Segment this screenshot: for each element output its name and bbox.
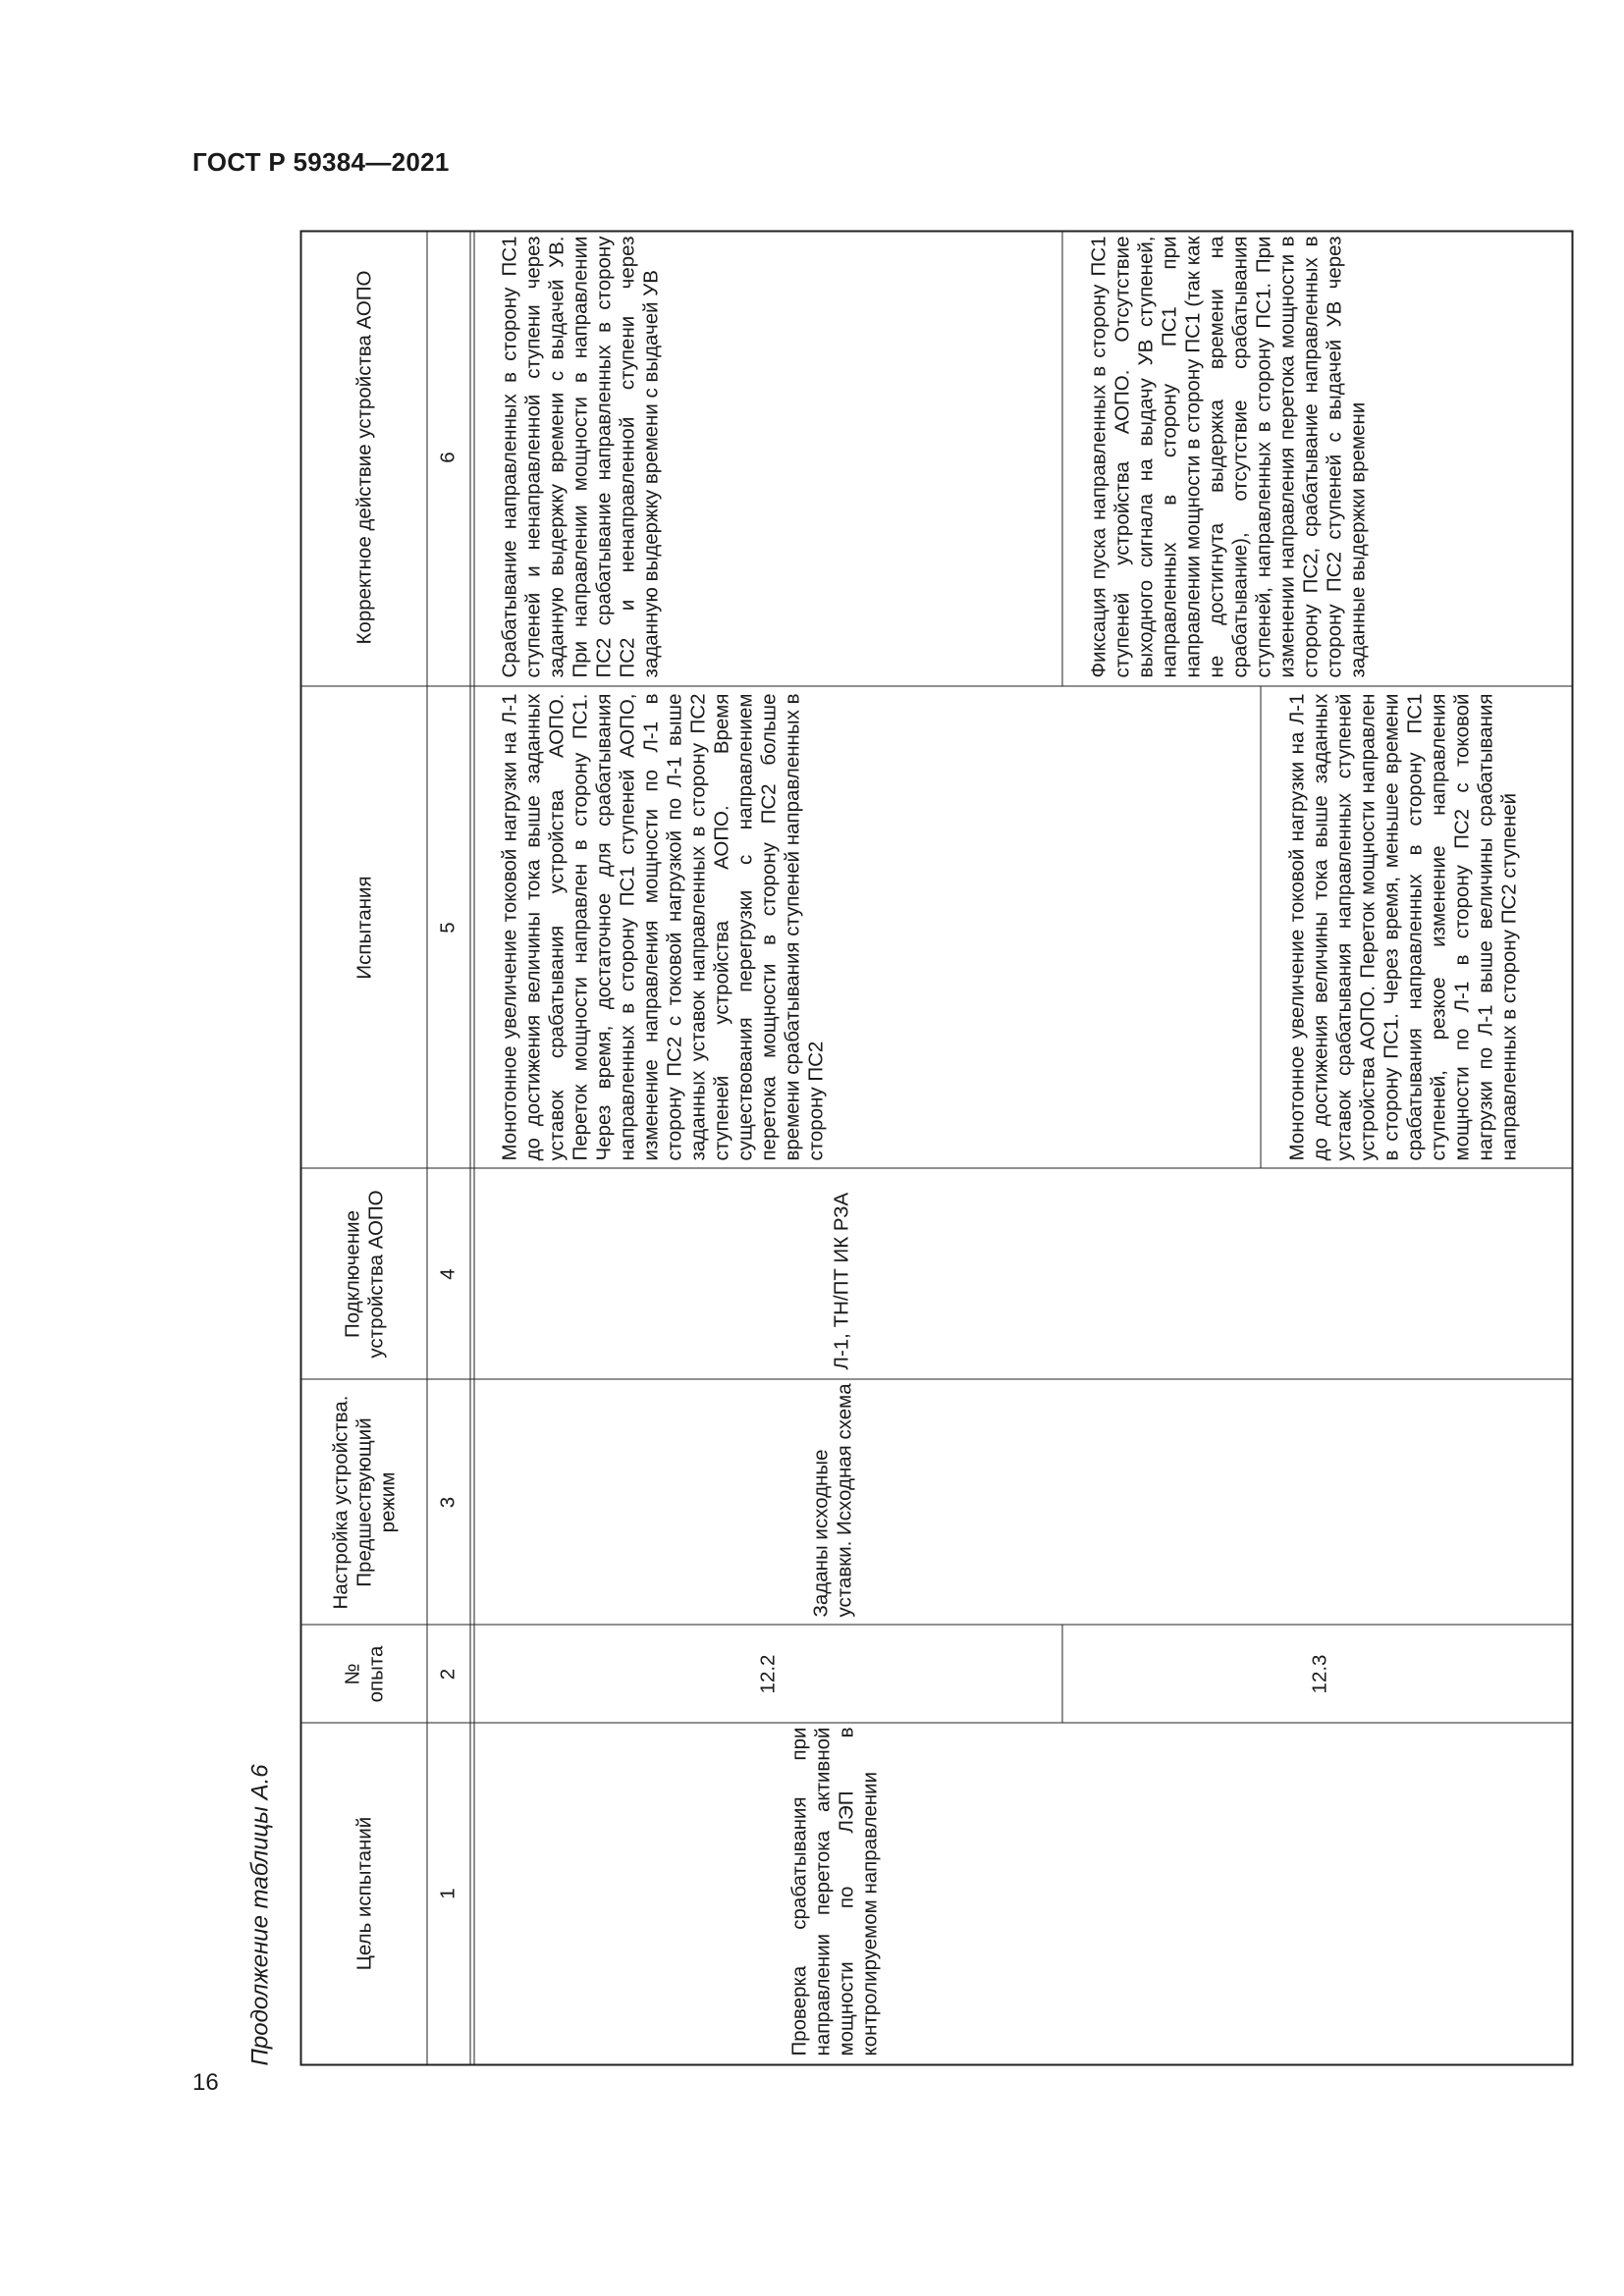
column-number-5: 5 xyxy=(436,922,460,934)
test-purpose: Проверка срабатывания при направлении перетока активной мощности по ЛЭП в контролируемом направлении xyxy=(787,1727,882,2056)
document-title: ГОСТ Р 59384—2021 xyxy=(192,147,450,177)
device-settings: Заданы исходные уставки. Исходная схема xyxy=(809,1383,856,1618)
test-procedure-12-2: Монотонное увеличение токовой нагрузки на Л-1 до достижения величины тока выше заданных уставок срабатывания устройства АОПО. Переток мощности направлен в сторону ПС1. Через время, достаточное для срабатывания направленных в сторону ПС1 ступеней АОПО, изменение направления мощности по Л-1 в сторону ПС2 с токовой нагрузкой по Л-1 выше заданных уставок направленных в сторону ПС2 ступеней устройства АОПО. Время существования перегрузки с направлением перетока мощности в сторону ПС2 больше времени срабатывания ступеней направленных в сторону ПС2 xyxy=(498,693,828,1161)
column-number-2: 2 xyxy=(436,1668,460,1681)
column-number-3: 3 xyxy=(436,1496,460,1509)
correct-action-12-2: Срабатывание направленных в сторону ПС1 ступеней и ненаправленной ступени через заданную выдержку времени с выдачей УВ. При направлении мощности в направлении ПС2 срабатывание направленных в сторону ПС2 и ненаправленной ступени через заданную выдержку времени с выдачей УВ xyxy=(498,236,663,678)
device-connection: Л-1, ТН/ПТ ИК РЗА xyxy=(830,1192,853,1370)
column-number-1: 1 xyxy=(436,1888,460,1899)
header-settings: Настройка устройства. Предшествующий режим xyxy=(329,1395,399,1610)
rotated-table-page xyxy=(230,231,1521,2066)
header-test-number: № опыта xyxy=(341,1645,387,1703)
header-correct-action: Корректное действие устройства АОПО xyxy=(352,270,375,645)
correct-action-12-3: Фиксация пуска направленных в сторону ПС1 ступеней устройства АОПО. Отсутствие выходного сигнала на выдачу УВ ступеней, направленных в сторону ПС1 при направлении мощности в сторону ПС1 (так как не достигнута выдержка времени на срабатывание), отсутствие срабатывания ступеней, направленных в сторону ПС1. При изменении направления перетока мощности в сторону ПС2, срабатывание направленных в сторону ПС2 ступеней с выдачей УВ через заданные выдержки времени xyxy=(1087,236,1370,678)
test-procedure-12-3: Монотонное увеличение токовой нагрузки на Л-1 до достижения величины тока выше заданных уставок срабатывания направленных ступеней устройства АОПО. Переток мощности направлен в сторону ПС1. Через время, меньшее времени срабатывания направленных в сторону ПС1 ступеней, резкое изменение направления мощности по Л-1 в сторону ПС2 с токовой нагрузки по Л-1 выше величины срабатывания направленных в сторону ПС2 ступеней xyxy=(1285,693,1521,1161)
test-number-12-3: 12.3 xyxy=(1308,1654,1330,1694)
column-number-4: 4 xyxy=(436,1268,460,1280)
header-purpose: Цель испытаний xyxy=(352,1816,375,1971)
table-a6 xyxy=(300,231,1574,2066)
column-number-6: 6 xyxy=(436,452,460,463)
test-number-12-2: 12.2 xyxy=(756,1654,779,1694)
header-tests: Испытания xyxy=(352,876,375,980)
page-number: 16 xyxy=(192,2069,219,2096)
header-connection: Подключение устройства АОПО xyxy=(341,1190,387,1359)
table-caption: Продолжение таблицы А.6 xyxy=(246,1764,274,2066)
